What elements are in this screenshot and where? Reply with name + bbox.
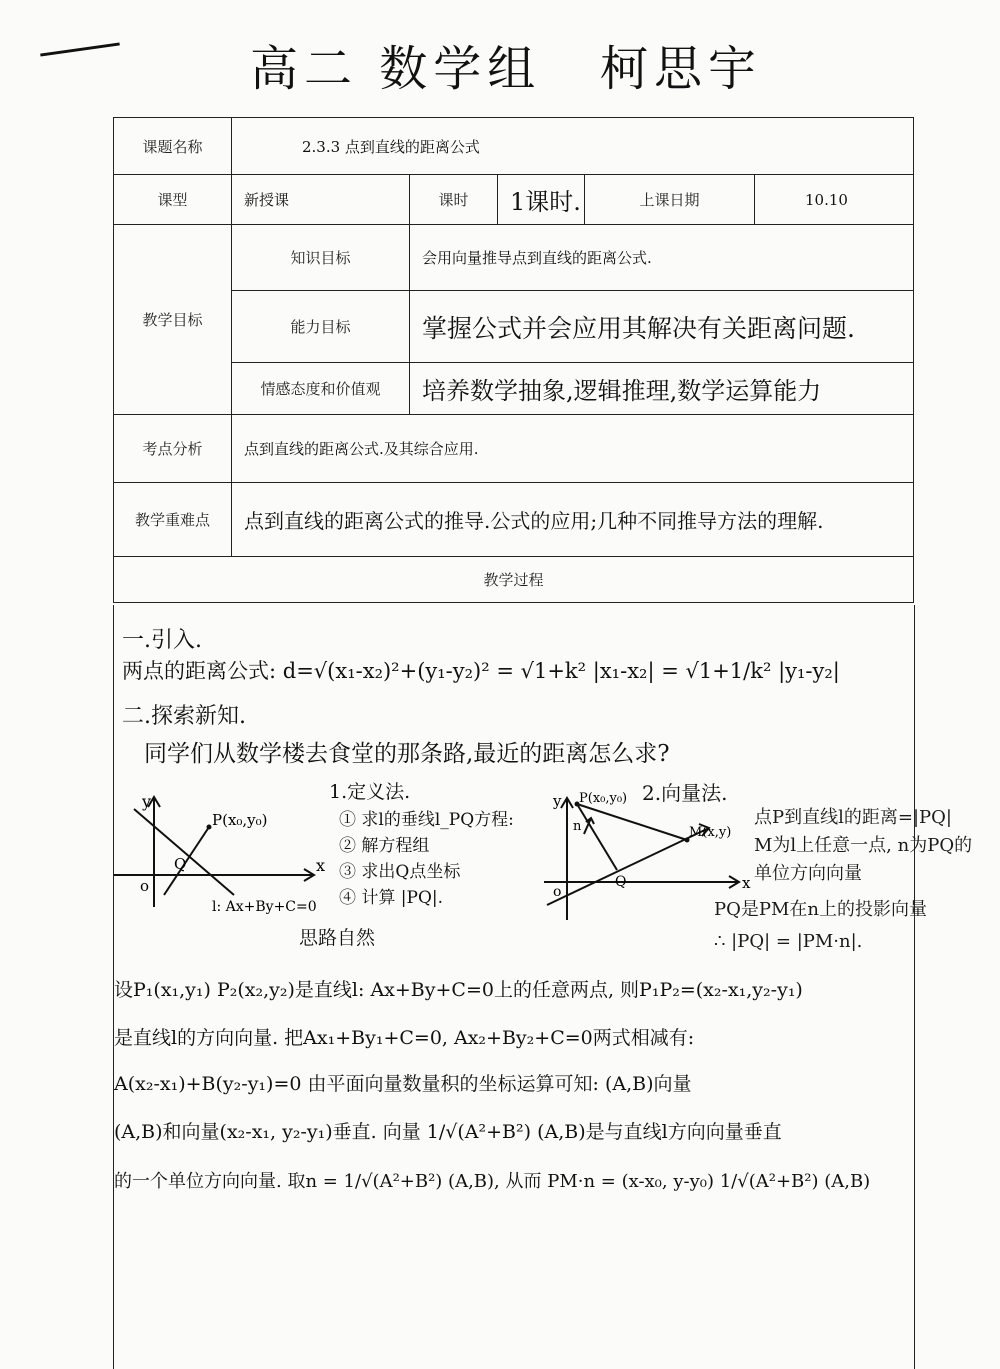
fig2-axis-y: y xyxy=(553,792,562,810)
exam-value: 点到直线的距离公式.及其综合应用. xyxy=(232,415,914,483)
method1-step-3: ③ 求出Q点坐标 xyxy=(339,862,461,882)
intro-heading: 一.引入. xyxy=(122,628,202,653)
fig2-origin: o xyxy=(553,884,562,900)
explore-heading: 二.探索新知. xyxy=(122,704,246,729)
method1-note: 思路自然 xyxy=(299,927,376,949)
fig1-axis-y: y xyxy=(142,792,152,811)
right-note-1: 点P到直线l的距离=|PQ| xyxy=(754,807,952,828)
hours-label: 课时 xyxy=(410,175,498,225)
goals-label: 教学目标 xyxy=(114,225,232,415)
fig1-point-p: P(x₀,y₀) xyxy=(212,811,268,829)
header-dash xyxy=(40,42,120,56)
derivation-line-1: 设P₁(x₁,y₁) P₂(x₂,y₂)是直线l: Ax+By+C=0上的任意两点, 则P₁P₂=(x₂-x₁,y₂-y₁) xyxy=(114,979,803,1001)
fig2-point-p: P(x₀,y₀) xyxy=(579,791,628,806)
emotion-value: 培养数学抽象,逻辑推理,数学运算能力 xyxy=(410,363,914,415)
exam-label: 考点分析 xyxy=(114,415,232,483)
derivation-line-5: 的一个单位方向向量. 取n = 1/√(A²+B²) (A,B), 从而 PM·n = (x-x₀, y-y₀) 1/√(A²+B²) (A,B) xyxy=(114,1171,871,1192)
distance-formula: 两点的距离公式: d=√(x₁-x₂)²+(y₁-y₂)² = √1+k² |x₁-x₂| = √1+1/k² |y₁-y₂| xyxy=(122,659,840,683)
lesson-form xyxy=(113,117,914,603)
fig1-axis-x: x xyxy=(316,856,326,875)
fig2-axis-x: x xyxy=(742,874,751,892)
method1-title: 1.定义法. xyxy=(329,781,411,803)
ability-label: 能力目标 xyxy=(232,291,410,363)
fig2-point-m: M(x,y) xyxy=(689,825,732,840)
key-value: 点到直线的距离公式的推导.公式的应用;几种不同推导方法的理解. xyxy=(232,483,914,557)
fig1-origin: o xyxy=(140,877,150,895)
topic-label: 课题名称 xyxy=(114,118,232,175)
hours-value: 1课时. xyxy=(498,175,585,225)
teacher-name: 柯思宇 xyxy=(600,41,763,97)
method1-step-4: ④ 计算 |PQ|. xyxy=(339,888,444,908)
ability-value: 掌握公式并会应用其解决有关距离问题. xyxy=(410,291,914,363)
derivation-line-3: A(x₂-x₁)+B(y₂-y₁)=0 由平面向量数量积的坐标运算可知: (A,B)向量 xyxy=(114,1073,692,1095)
date-label: 上课日期 xyxy=(585,175,755,225)
process-label: 教学过程 xyxy=(114,557,914,603)
figure-definition-method xyxy=(114,787,329,917)
derivation-line-2: 是直线l的方向向量. 把Ax₁+By₁+C=0, Ax₂+By₂+C=0两式相减有: xyxy=(114,1027,695,1049)
group-name: 高二 数学组 xyxy=(250,41,542,97)
method2-title: 2.向量法. xyxy=(642,781,728,805)
right-note-2: M为l上任意一点, n为PQ的 xyxy=(754,835,973,856)
process-area xyxy=(113,605,973,1369)
fig1-point-q: Q xyxy=(174,855,187,873)
fig2-point-q: Q xyxy=(615,874,627,890)
derivation-line-4: (A,B)和向量(x₂-x₁, y₂-y₁)垂直. 向量 1/√(A²+B²) (A,B)是与直线l方向向量垂直 xyxy=(114,1121,782,1143)
right-note-4: PQ是PM在n上的投影向量 xyxy=(714,899,928,920)
fig2-vec-n: n xyxy=(573,819,582,834)
emotion-label: 情感态度和价值观 xyxy=(232,363,410,415)
date-value: 10.10 xyxy=(755,175,914,225)
fig1-line-l: l: Ax+By+C=0 xyxy=(212,899,317,915)
right-note-5: ∴ |PQ| = |PM·n|. xyxy=(714,931,863,952)
method1-step-2: ② 解方程组 xyxy=(339,836,430,856)
right-note-3: 单位方向向量 xyxy=(754,863,862,884)
key-label: 教学重难点 xyxy=(114,483,232,557)
method1-step-1: ① 求l的垂线l_PQ方程: xyxy=(339,810,514,830)
knowledge-label: 知识目标 xyxy=(232,225,410,291)
question-line: 同学们从数学楼去食堂的那条路,最近的距离怎么求? xyxy=(144,741,670,767)
type-value: 新授课 xyxy=(232,175,410,225)
topic-value: 2.3.3 点到直线的距离公式 xyxy=(232,118,914,175)
knowledge-value: 会用向量推导点到直线的距离公式. xyxy=(410,225,914,291)
type-label: 课型 xyxy=(114,175,232,225)
